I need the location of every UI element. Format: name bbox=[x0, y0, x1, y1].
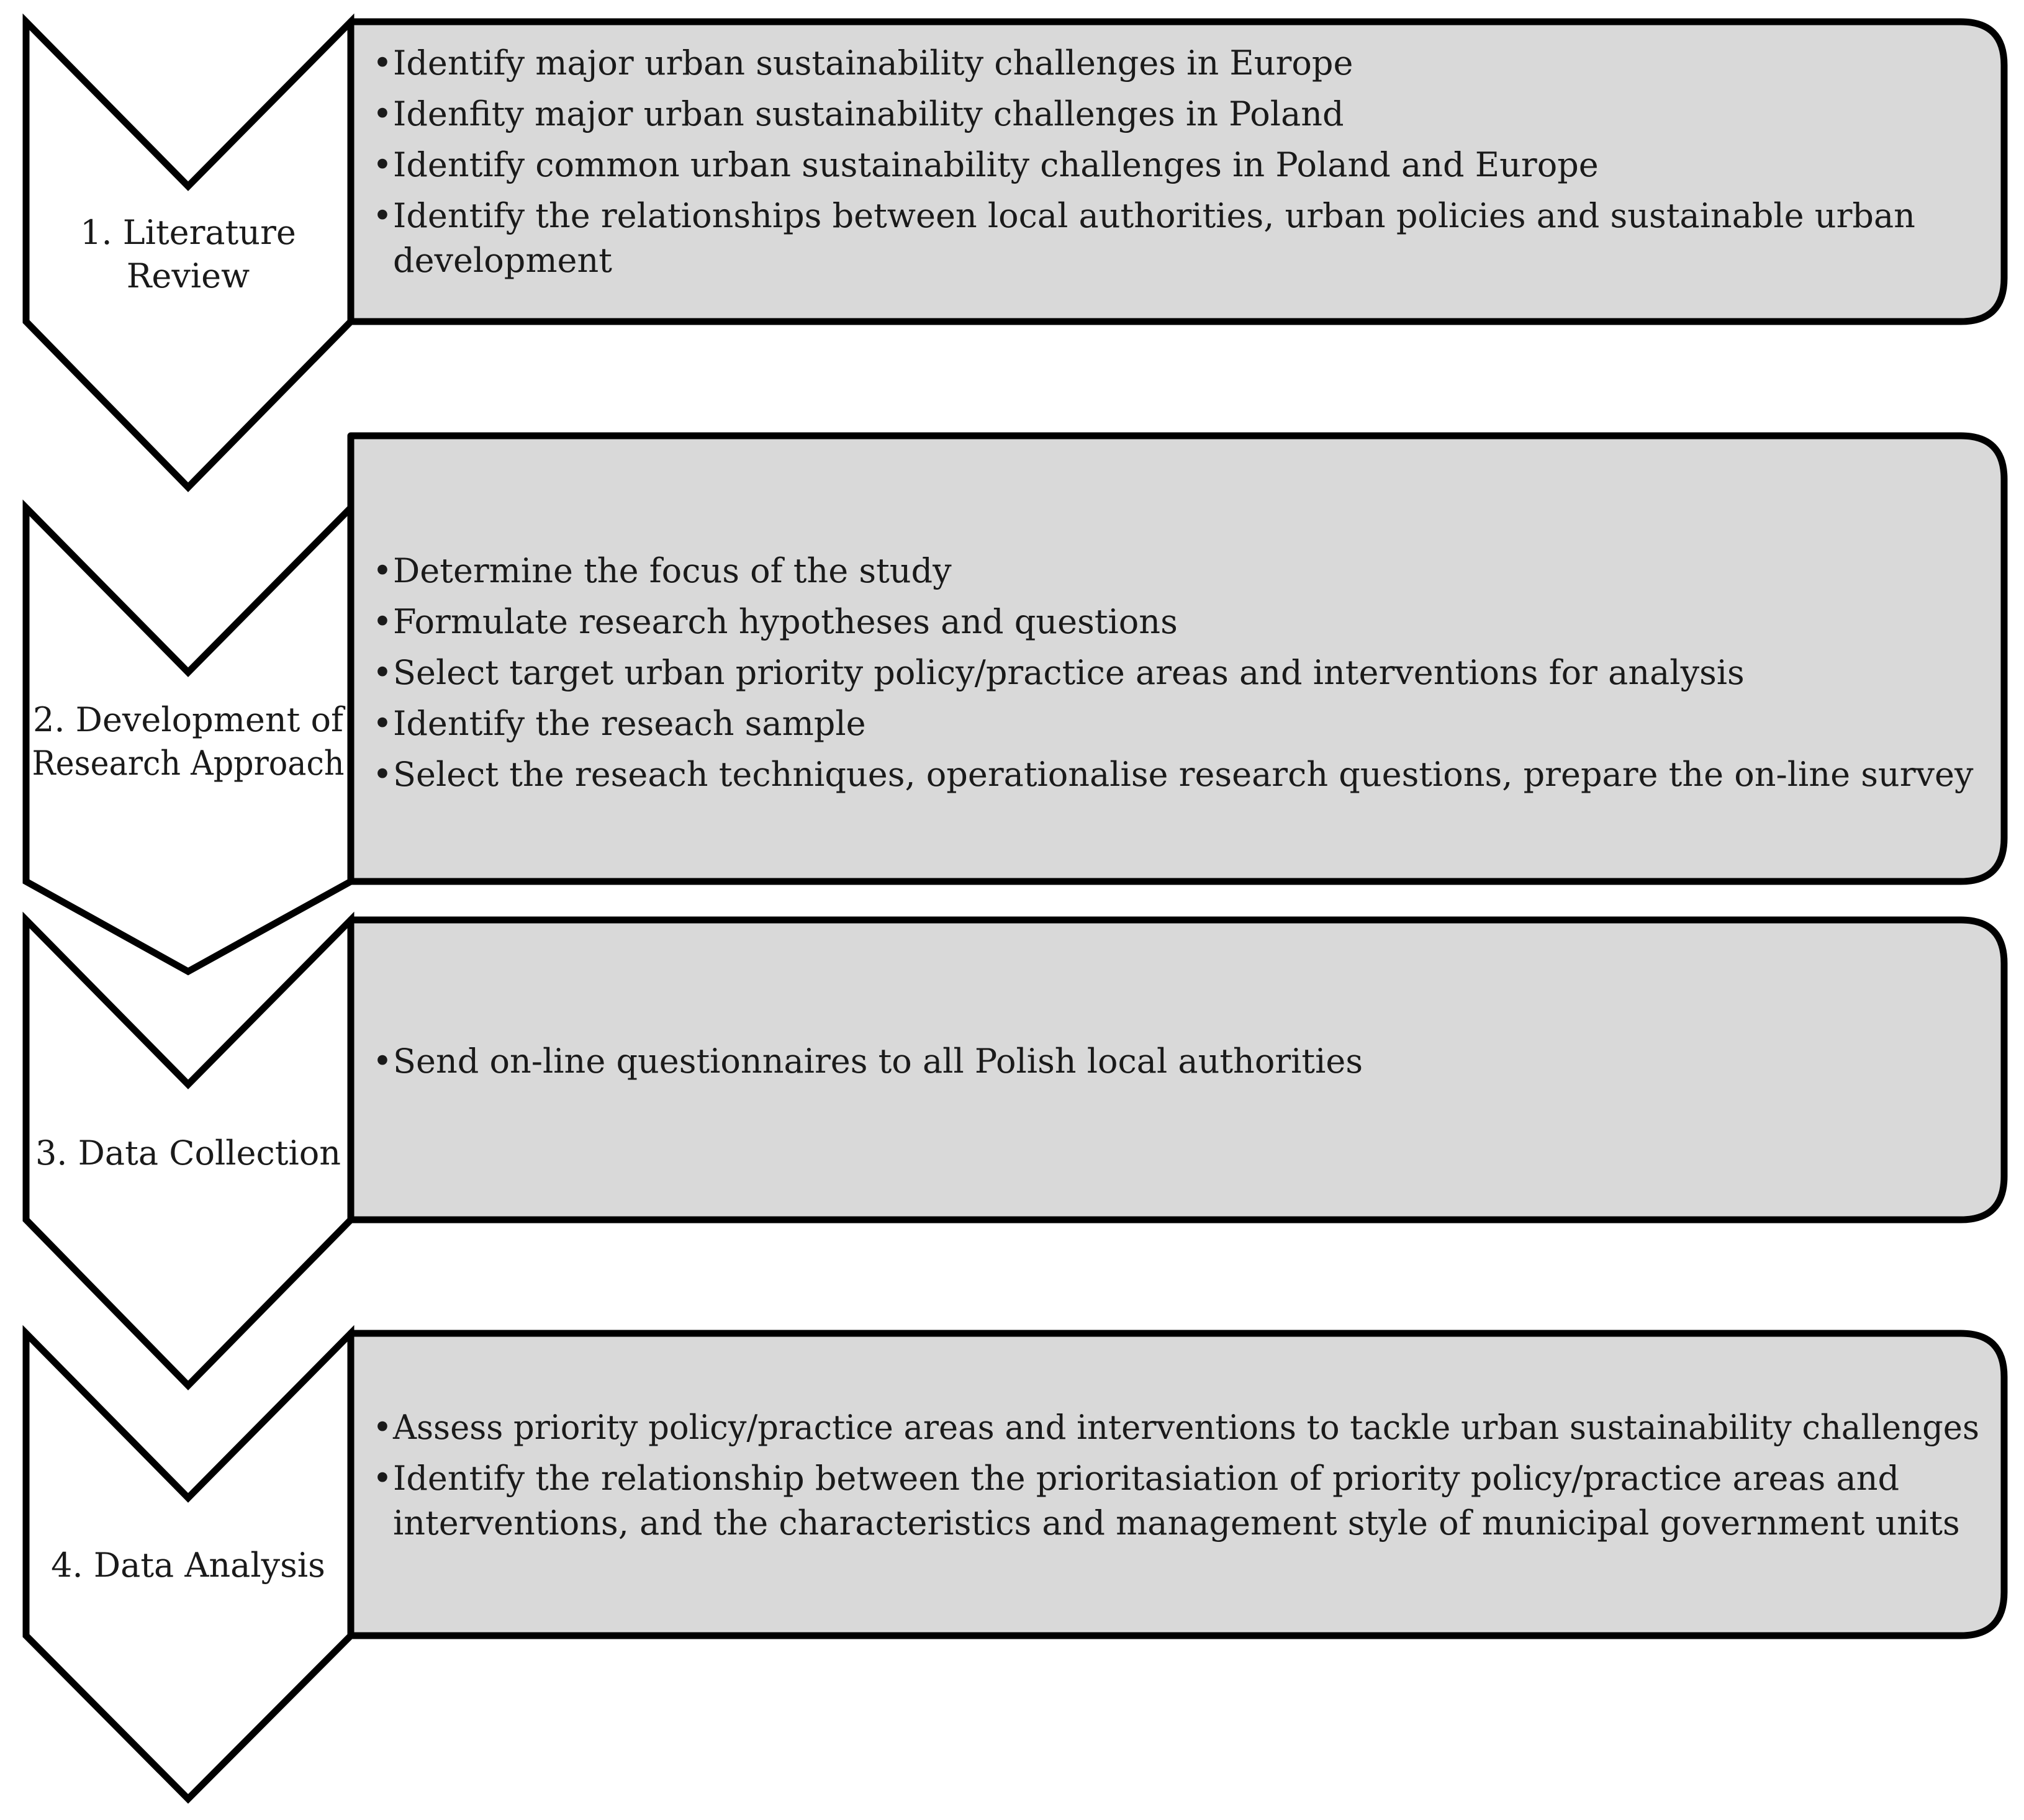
bullet-dot: • bbox=[373, 1042, 392, 1081]
stage-4-bullet-2-line: Identify the relationship between the prioritasiation of priority policy/practice areas and bbox=[393, 1459, 1900, 1498]
bullet-dot: • bbox=[373, 94, 392, 133]
stage-1-chevron bbox=[26, 22, 351, 487]
stage-4-bullet-1-line: Assess priority policy/practice areas and interventions to tackle urban sustainability challenges bbox=[392, 1408, 1980, 1447]
stage-3 bbox=[26, 920, 2004, 1385]
stage-2-bullet-3-line: Select target urban priority policy/practice areas and interventions for analysis bbox=[393, 653, 1745, 692]
stage-2 bbox=[26, 436, 2004, 971]
bullet-dot: • bbox=[373, 43, 392, 83]
stage-2-chevron bbox=[26, 508, 351, 971]
stage-2-bullet-4-line: Identify the reseach sample bbox=[393, 704, 866, 743]
bullet-dot: • bbox=[373, 1408, 392, 1447]
stage-1-label-line: Review bbox=[126, 256, 250, 295]
stage-4 bbox=[26, 1333, 2004, 1799]
stage-4-bullet-2-line: interventions, and the characteristics and management style of municipal government units bbox=[393, 1503, 1960, 1543]
bullet-dot: • bbox=[373, 145, 392, 184]
stage-1-label-line: 1. Literature bbox=[80, 213, 296, 252]
stage-1-bullet-4-line: Identify the relationships between local authorities, urban policies and sustainable urban bbox=[393, 196, 1915, 235]
bullet-dot: • bbox=[373, 653, 392, 692]
stage-2-bullet-1-line: Determine the focus of the study bbox=[393, 551, 952, 590]
stage-1-bullet-4-line: development bbox=[393, 241, 612, 280]
stage-1-bullet-2-line: Idenfity major urban sustainability challenges in Poland bbox=[393, 94, 1344, 133]
stage-1 bbox=[26, 22, 2004, 487]
stage-1-bullet-3-line: Identify common urban sustainability challenges in Poland and Europe bbox=[393, 145, 1599, 184]
stage-1-bullet-1-line: Identify major urban sustainability challenges in Europe bbox=[393, 43, 1353, 83]
stage-2-label-line: Research Approach bbox=[32, 744, 345, 783]
bullet-dot: • bbox=[373, 551, 392, 590]
bullet-dot: • bbox=[373, 755, 392, 794]
stage-3-label-line: 3. Data Collection bbox=[35, 1133, 341, 1173]
stage-2-bullet-5-line: Select the reseach techniques, operationalise research questions, prepare the on-line survey bbox=[393, 755, 1974, 794]
stage-4-label-line: 4. Data Analysis bbox=[51, 1546, 325, 1585]
bullet-dot: • bbox=[373, 1459, 392, 1498]
stage-2-label-line: 2. Development of bbox=[32, 700, 344, 739]
bullet-dot: • bbox=[373, 602, 392, 641]
bullet-dot: • bbox=[373, 196, 392, 235]
stage-2-bullet-2-line: Formulate research hypotheses and questions bbox=[393, 602, 1178, 641]
bullet-dot: • bbox=[373, 704, 392, 743]
stage-3-bullet-1-line: Send on-line questionnaires to all Polish local authorities bbox=[393, 1042, 1363, 1081]
